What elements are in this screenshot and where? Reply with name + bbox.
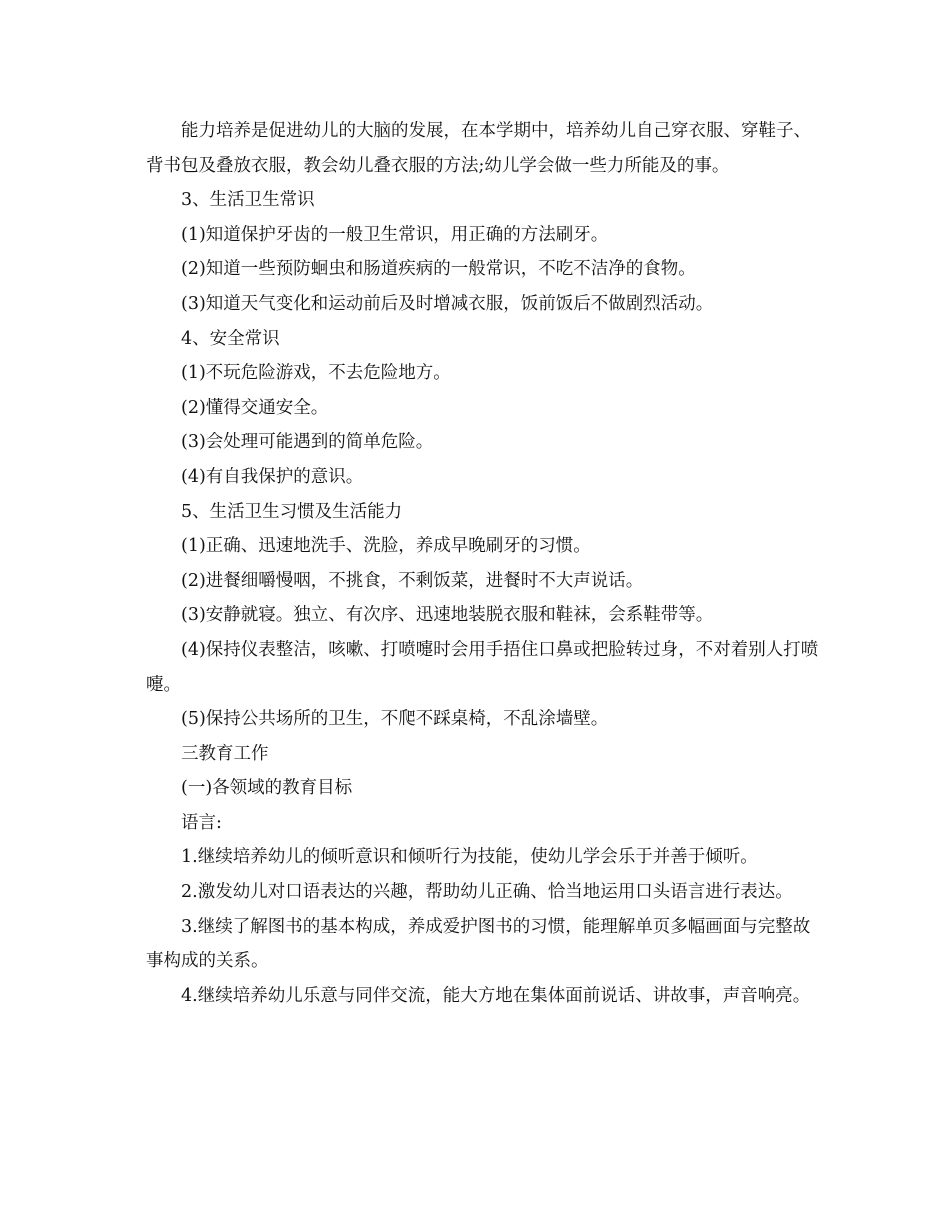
section-heading: 3、生活卫生常识 xyxy=(181,190,315,211)
document-body xyxy=(146,114,826,1013)
list-item: (2)知道一些预防蛔虫和肠道疾病的一般常识，不吃不洁净的食物。 xyxy=(181,259,696,280)
list-item: (3)会处理可能遇到的简单危险。 xyxy=(181,432,434,453)
section-heading: 4、安全常识 xyxy=(181,328,280,349)
subsection-heading: (一)各领域的教育目标 xyxy=(181,778,353,799)
list-item: (3)安静就寝。独立、有次序、迅速地装脱衣服和鞋袜，会系鞋带等。 xyxy=(181,605,714,626)
paragraph: 能力培养是促进幼儿的大脑的发展，在本学期中，培养幼儿自己穿衣服、穿鞋子、背书包及叠放衣服，教会幼儿叠衣服的方法;幼儿学会做一些力所能及的事。 xyxy=(146,121,811,176)
subsection-label: 语言: xyxy=(181,812,222,833)
list-item: (1)知道保护牙齿的一般卫生常识，用正确的方法刷牙。 xyxy=(181,224,609,245)
list-item: (4)保持仪表整洁，咳嗽、打喷嚏时会用手捂住口鼻或把脸转过身，不对着别人打喷嚏。 xyxy=(146,639,819,695)
list-item: 2.激发幼儿对口语表达的兴趣，帮助幼儿正确、恰当地运用口头语言进行表达。 xyxy=(181,882,793,903)
section-heading: 三教育工作 xyxy=(181,743,269,764)
list-item: (5)保持公共场所的卫生，不爬不踩桌椅，不乱涂墙壁。 xyxy=(181,709,609,730)
list-item: (1)不玩危险游戏，不去危险地方。 xyxy=(181,363,451,384)
list-item: (3)知道天气变化和运动前后及时增减衣服，饭前饭后不做剧烈活动。 xyxy=(181,293,714,314)
list-item: (1)正确、迅速地洗手、洗脸，养成早晚刷牙的习惯。 xyxy=(181,536,591,557)
list-item: (2)进餐细嚼慢咽，不挑食，不剩饭菜，进餐时不大声说话。 xyxy=(181,570,644,591)
list-item: 4.继续培养幼儿乐意与同伴交流，能大方地在集体面前说话、讲故事，声音响亮。 xyxy=(181,985,811,1006)
list-item: 3.继续了解图书的基本构成，养成爱护图书的习惯，能理解单页多幅画面与完整故事构成的关系。 xyxy=(146,916,811,972)
list-item: (2)懂得交通安全。 xyxy=(181,397,329,418)
list-item: 1.继续培养幼儿的倾听意识和倾听行为技能，使幼儿学会乐于并善于倾听。 xyxy=(181,847,758,868)
list-item: (4)有自我保护的意识。 xyxy=(181,466,364,487)
section-heading: 5、生活卫生习惯及生活能力 xyxy=(181,501,403,522)
